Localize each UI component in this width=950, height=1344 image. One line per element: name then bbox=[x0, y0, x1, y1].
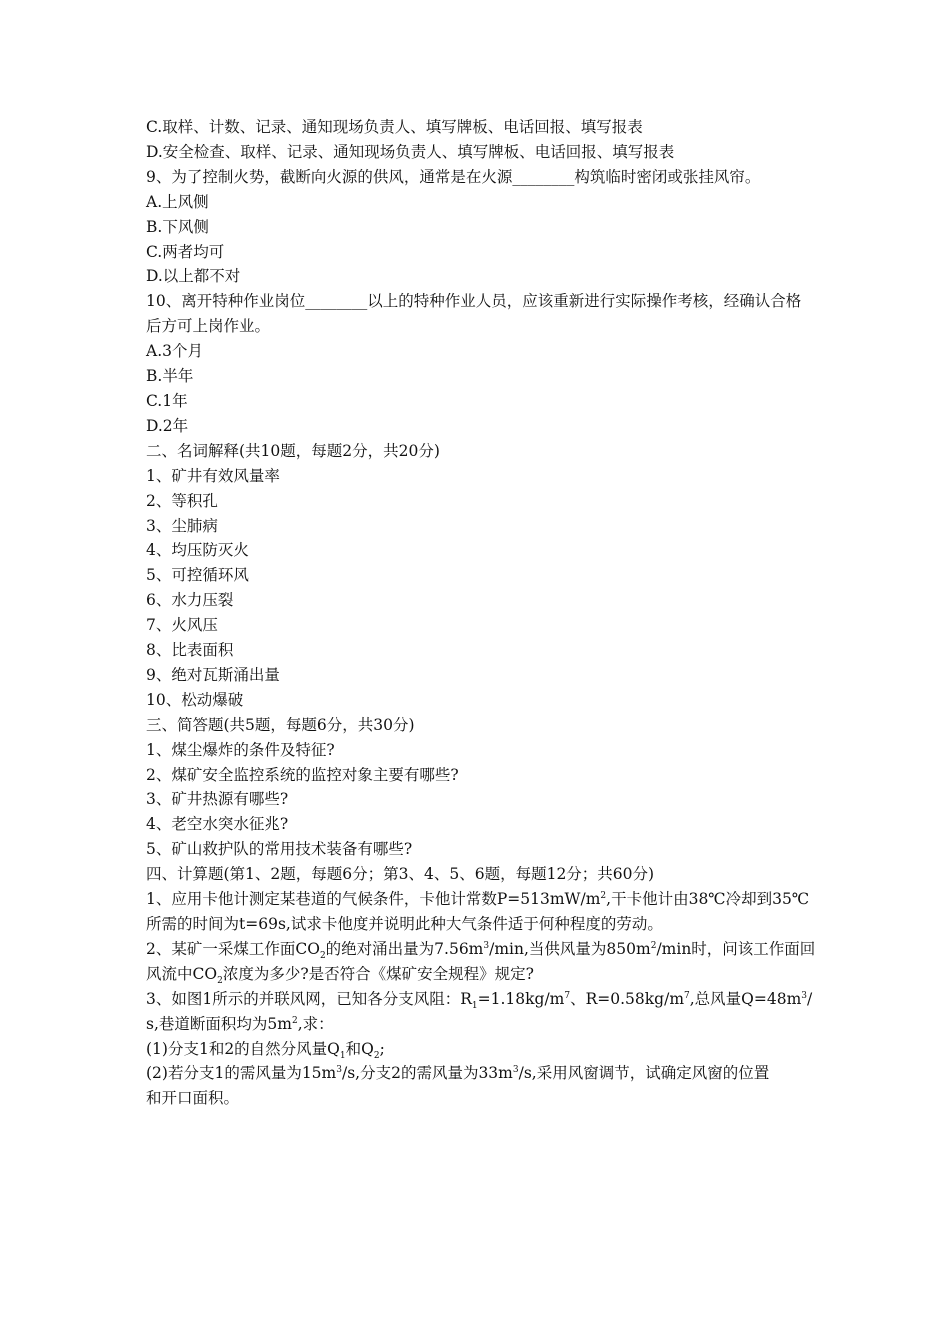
calc-question-3-part-1: (1)分支1和2的自然分风量$Q_1$和$Q_2$; bbox=[146, 1039, 385, 1061]
term-item: 3、尘肺病 bbox=[146, 516, 218, 535]
short-answer-item: 4、老空水突水征兆? bbox=[146, 815, 289, 834]
term-item: 5、可控循环风 bbox=[146, 566, 249, 585]
option-d-q8: D.安全检查、取样、记录、通知现场负责人、填写牌板、电话回报、填写报表 bbox=[146, 142, 675, 161]
short-answer-item: 2、煤矿安全监控系统的监控对象主要有哪些? bbox=[146, 765, 459, 784]
term-item: 1、矿井有效风量率 bbox=[146, 466, 280, 485]
option-a-q10: A.3个月 bbox=[146, 342, 203, 361]
calc-question-3-part-2: (2)若分支1的需风量为$15m^3/s$,分支2的需风量为$33m^3/s$,采用风窗调节，试确定风窗的位置 bbox=[146, 1064, 770, 1083]
term-item: 8、比表面积 bbox=[146, 641, 234, 660]
calc-question-1: 1、应用卡他计测定某巷道的气候条件，卡他计常数$P=513mW/m^2$,干卡他计由38℃冷却到35℃所需的时间为t=69s,试求卡他度并说明此种大气条件适于何种程度的劳动。 bbox=[146, 890, 810, 933]
term-item: 4、均压防灭火 bbox=[146, 541, 249, 560]
option-b-q9: B.下风侧 bbox=[146, 217, 209, 236]
question-9: 9、为了控制火势，截断向火源的供风，通常是在火源________构筑临时密闭或张挂风帘。 bbox=[146, 167, 761, 186]
short-answer-item: 5、矿山救护队的常用技术装备有哪些? bbox=[146, 840, 413, 859]
calc-question-2: 2、某矿一采煤工作面$CO_2$的绝对涌出量为$7.56m^3/\min$,当供风量为$850m^2/\min$时，问该工作面回风流中$CO_2$浓度为多少?是否符合《煤矿安全规程》规定? bbox=[146, 939, 816, 986]
option-a-q9: A.上风侧 bbox=[146, 192, 209, 211]
option-c-q10: C.1年 bbox=[146, 391, 188, 410]
short-answer-item: 3、矿井热源有哪些? bbox=[146, 790, 289, 809]
option-c-q9: C.两者均可 bbox=[146, 242, 225, 261]
term-item: 6、水力压裂 bbox=[146, 591, 234, 610]
term-item: 9、绝对瓦斯涌出量 bbox=[146, 665, 280, 684]
question-10: 10、离开特种作业岗位________以上的特种作业人员，应该重新进行实际操作考核，经确认合格后方可上岗作业。 bbox=[146, 292, 802, 336]
calc-question-3: 3、如图1所示的并联风网，已知各分支风阻：$R_1=1.18kg/m^7$、$R=0.58kg/m^7$,总风量$Q=48m^3/s$,巷道断面积均为$5m^2$,求： bbox=[146, 989, 813, 1033]
section-heading-short-answer: 三、简答题(共5题，每题6分，共30分) bbox=[146, 715, 415, 734]
term-item: 7、火风压 bbox=[146, 616, 218, 635]
calc-question-3-part-2-end: 和开口面积。 bbox=[146, 1089, 240, 1108]
option-d-q10: D.2年 bbox=[146, 416, 189, 435]
document-body bbox=[146, 115, 816, 1111]
short-answer-item: 1、煤尘爆炸的条件及特征? bbox=[146, 740, 335, 759]
option-b-q10: B.半年 bbox=[146, 367, 194, 386]
option-d-q9: D.以上都不对 bbox=[146, 267, 241, 286]
section-heading-terms: 二、名词解释(共10题，每题2分，共20分) bbox=[146, 441, 440, 460]
term-item: 2、等积孔 bbox=[146, 491, 218, 510]
section-heading-calculation: 四、计算题(第1、2题，每题6分；第3、4、5、6题，每题12分；共60分) bbox=[146, 865, 655, 884]
option-c-q8: C.取样、计数、记录、通知现场负责人、填写牌板、电话回报、填写报表 bbox=[146, 118, 643, 136]
term-item: 10、松动爆破 bbox=[146, 690, 244, 709]
